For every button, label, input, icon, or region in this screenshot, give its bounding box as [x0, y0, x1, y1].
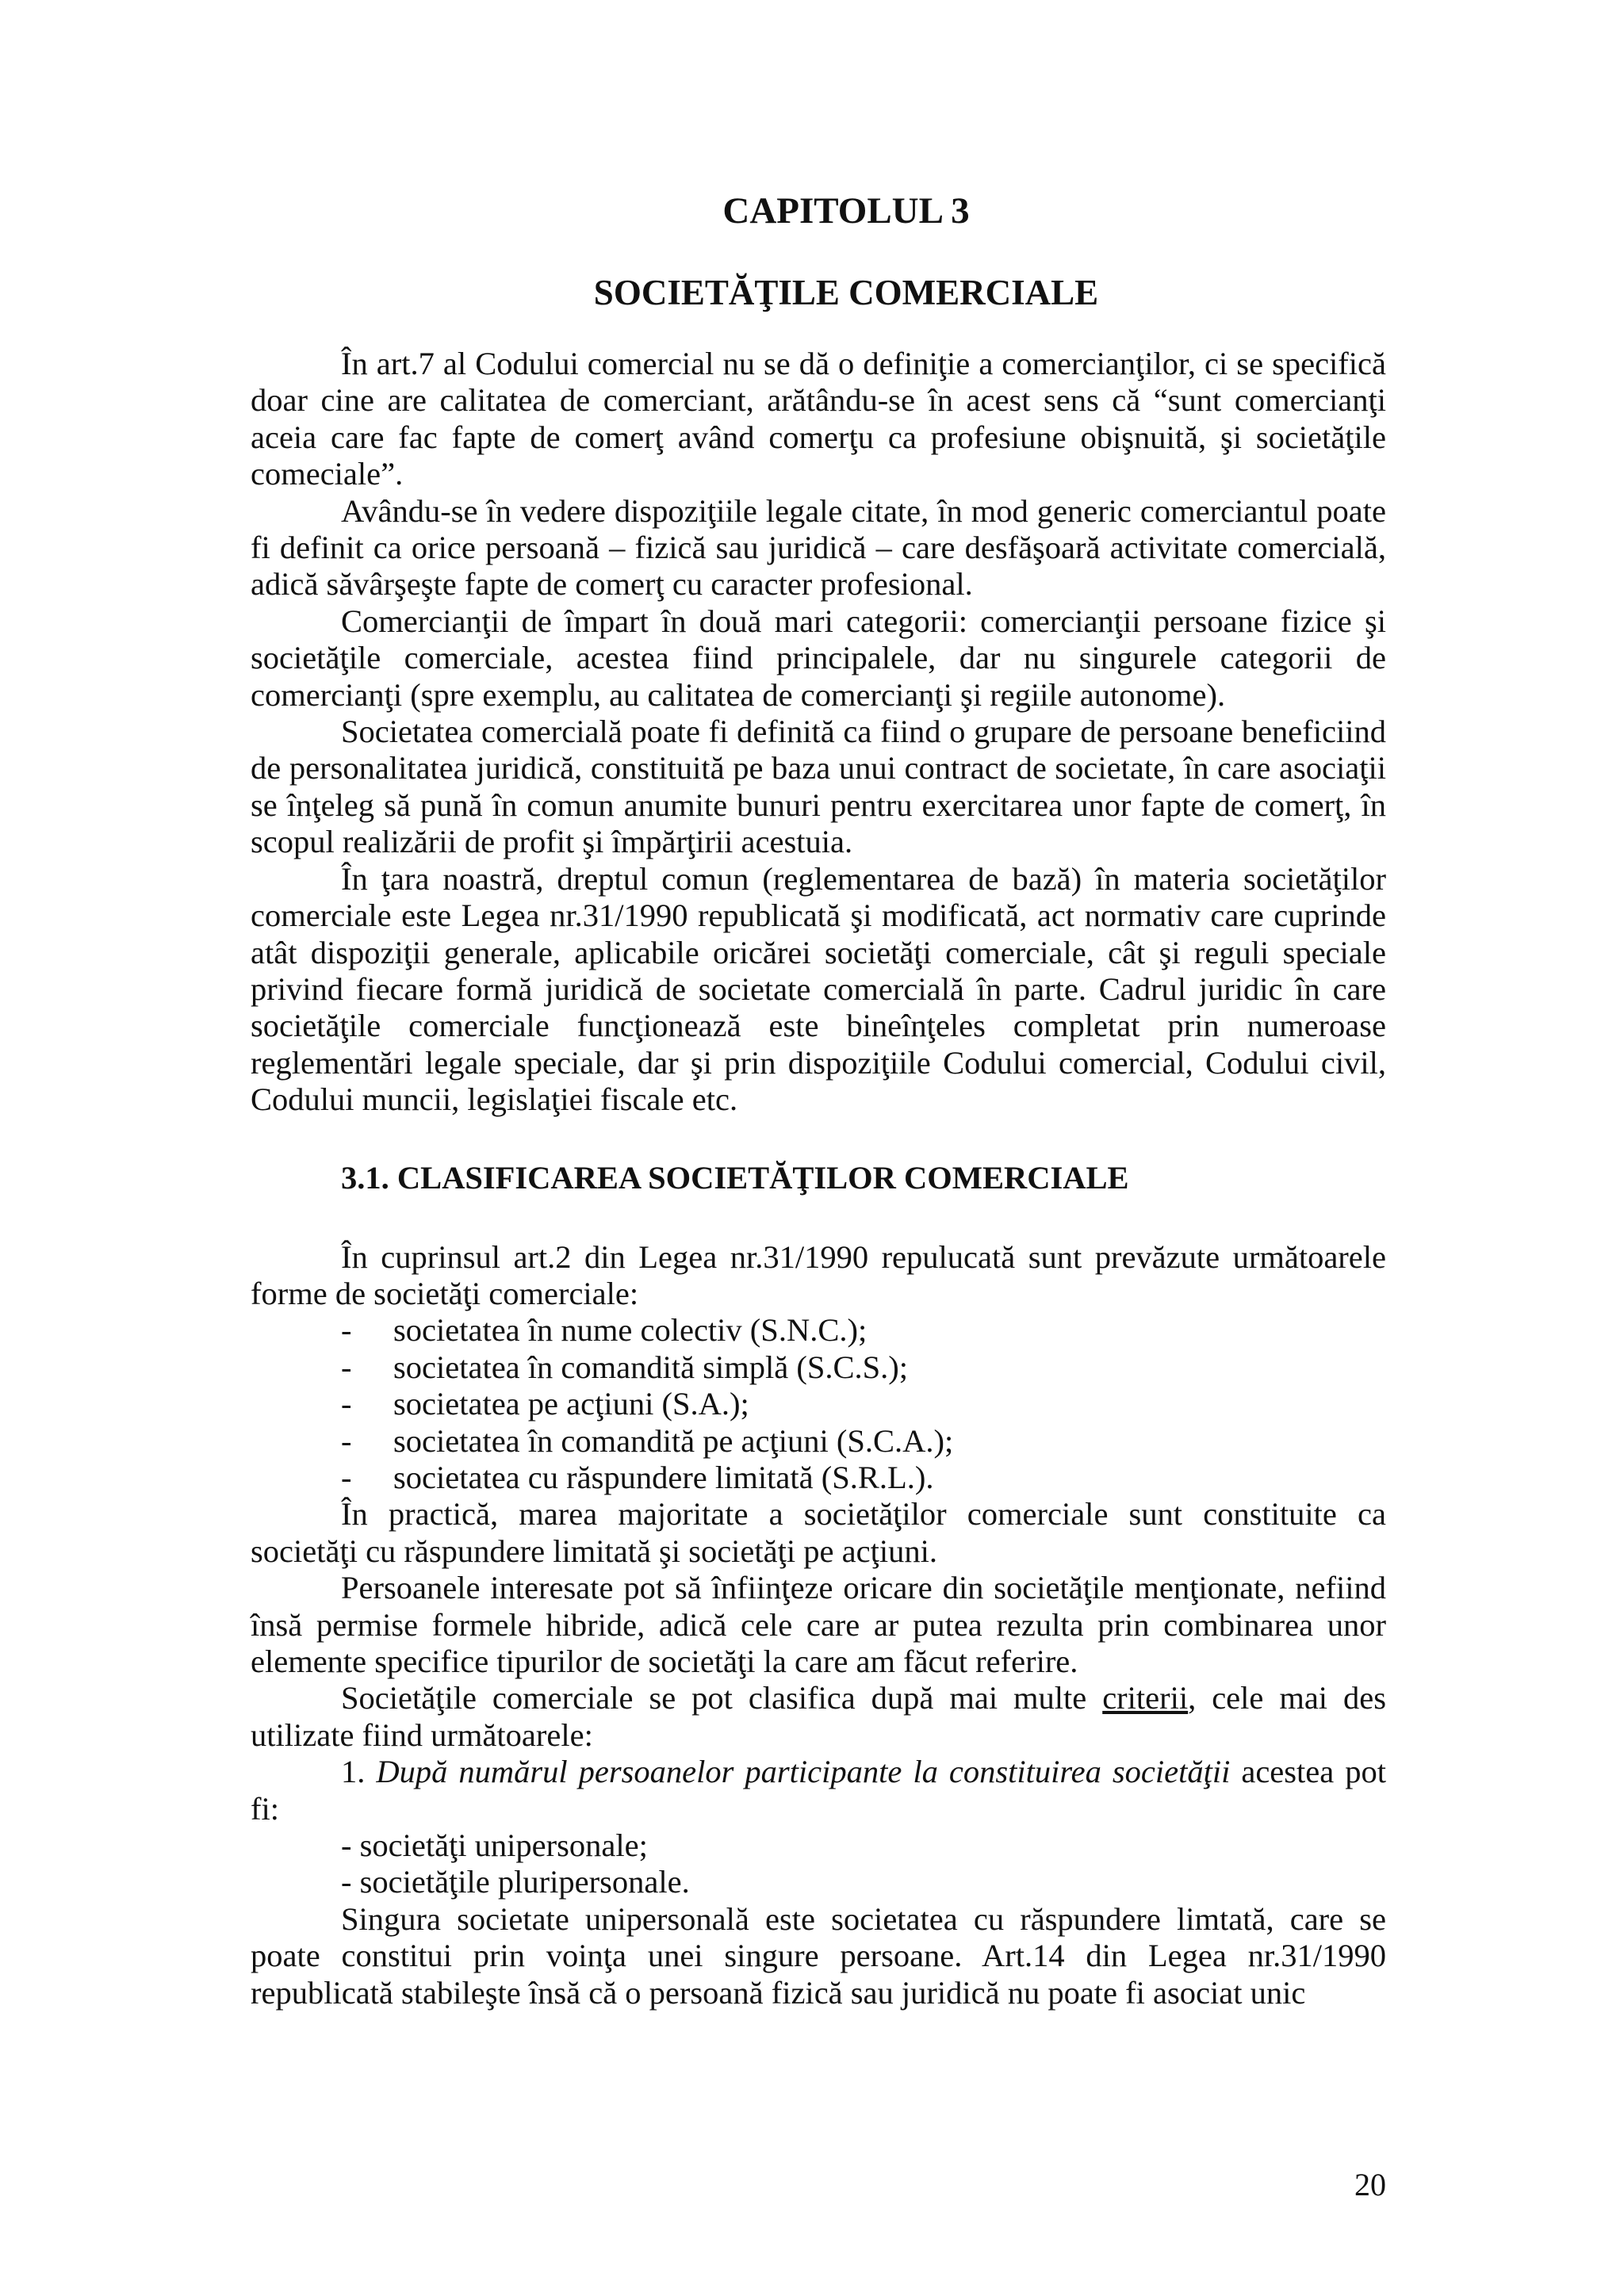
criterion-1-rest: acestea pot fi:	[251, 1754, 1386, 1827]
intro-paragraph-4: Societatea comercială poate fi definită ca fiind o grupare de persoane beneficiind de personalitatea juridică, constituită pe baza unui contract de societate, în care asociaţii se înţeleg să pună în comun anumite bunuri pentru exercitarea unor fapte de comerţ, în scopul realizării de profit şi împărţirii acestuia.	[251, 714, 1386, 860]
section-intro-paragraph: În cuprinsul art.2 din Legea nr.31/1990 repulucată sunt prevăzute următoarele forme de societăţi comerciale:	[251, 1238, 1386, 1311]
criterion-1-item-pluripersonal: - societăţile pluripersonale.	[341, 1864, 690, 1900]
list-dash: -	[341, 1459, 352, 1495]
list-item	[251, 1423, 1386, 1460]
page-content	[251, 189, 1386, 2011]
criteria-text-after: , cele mai des utilizate fiind următoarele:	[251, 1680, 1386, 1753]
practice-paragraph: În practică, marea majoritate a societăţilor comerciale sunt constituite ca societăţi cu răspundere limitată şi societăţi pe acţiuni.	[251, 1496, 1386, 1569]
list-dash: -	[341, 1386, 352, 1422]
section-heading: 3.1. CLASIFICAREA SOCIETĂŢILOR COMERCIALE	[341, 1159, 1129, 1196]
intro-paragraph-5: În ţara noastră, dreptul comun (reglementarea de bază) în materia societăţilor comerciale este Legea nr.31/1990 republicată şi modificată, act normativ care cuprinde atât dispoziţii generale, aplicabile oricărei societăţi comerciale, cât şi reguli speciale privind fiecare formă juridică de societate comercială în parte. Cadrul juridic în care societăţile comerciale funcţionează este bineînţeles completat prin numeroase reglementări legale speciale, dar şi prin dispoziţiile Codului comercial, Codului civil, Codului muncii, legislaţiei fiscale etc.	[251, 860, 1386, 1118]
hybrid-forms-paragraph: Persoanele interesate pot să înfiinţeze oricare din societăţile menţionate, nefiind însă permise formele hibride, adică cele care ar putea rezulta prin combinarea unor elemente specifice tipurilor de societăţi la care am făcut referire.	[251, 1570, 1386, 1679]
list-item	[251, 1312, 1386, 1349]
criterion-1-title: După numărul persoanelor participante la constituirea societăţii	[376, 1754, 1231, 1790]
chapter-subtitle: SOCIETĂŢILE COMERCIALE	[593, 273, 1099, 312]
list-item-text: societatea pe acţiuni (S.A.);	[393, 1386, 749, 1422]
list-item	[251, 1460, 1386, 1496]
list-dash: -	[341, 1422, 352, 1459]
list-dash: -	[341, 1312, 352, 1349]
list-item-text: societatea în comandită pe acţiuni (S.C.A.);	[393, 1422, 954, 1459]
intro-paragraph-3: Comercianţii de împart în două mari categorii: comercianţii persoane fizice şi societăţile comerciale, acestea fiind principalele, dar nu singurele categorii de comercianţi (spre exemplu, au calitatea de comercianţi şi regiile autonome).	[251, 603, 1386, 713]
criterion-1-item-unipersonal: - societăţi unipersonale;	[341, 1827, 648, 1864]
list-item	[251, 1386, 1386, 1422]
list-item-text: societatea în nume colectiv (S.N.C.);	[393, 1312, 868, 1349]
criteria-text-before: Societăţile comerciale se pot clasifica după mai multe	[341, 1680, 1103, 1716]
criterion-1-number: 1.	[341, 1754, 377, 1790]
list-item-text: societatea cu răspundere limitată (S.R.L.).	[393, 1459, 934, 1495]
list-dash: -	[341, 1349, 352, 1385]
criteria-paragraph	[251, 1680, 1386, 1754]
list-item-text: societatea în comandită simplă (S.C.S.);	[393, 1349, 908, 1385]
criterion-1-paragraph	[251, 1754, 1386, 1827]
intro-paragraph-1: În art.7 al Codului comercial nu se dă o definiţie a comercianţilor, ci se specifică doar cine are calitatea de comerciant, arătându-se în acest sens că “sunt comercianţi aceia care fac fapte de comerţ având comerţu ca profesiune obişnuită, şi societăţile comeciale”.	[251, 346, 1386, 492]
intro-paragraph-2: Avându-se în vedere dispoziţiile legale citate, în mod generic comerciantul poate fi definit ca orice persoană – fizică sau juridică – care desfăşoară activitate comercială, adică săvârşeşte fapte de comerţ cu caracter profesional.	[251, 492, 1386, 603]
chapter-title: CAPITOLUL 3	[722, 190, 970, 232]
list-item	[251, 1349, 1386, 1386]
unipersonal-paragraph: Singura societate unipersonală este societatea cu răspundere limtată, care se poate constitui prin voinţa unei singure persoane. Art.14 din Legea nr.31/1990 republicată stabileşte însă că o persoană fizică sau juridică nu poate fi asociat unic	[251, 1900, 1386, 2011]
page-number: 20	[1354, 2167, 1386, 2202]
criteria-link[interactable]: criterii	[1102, 1680, 1189, 1716]
company-forms-list	[251, 1312, 1386, 1496]
